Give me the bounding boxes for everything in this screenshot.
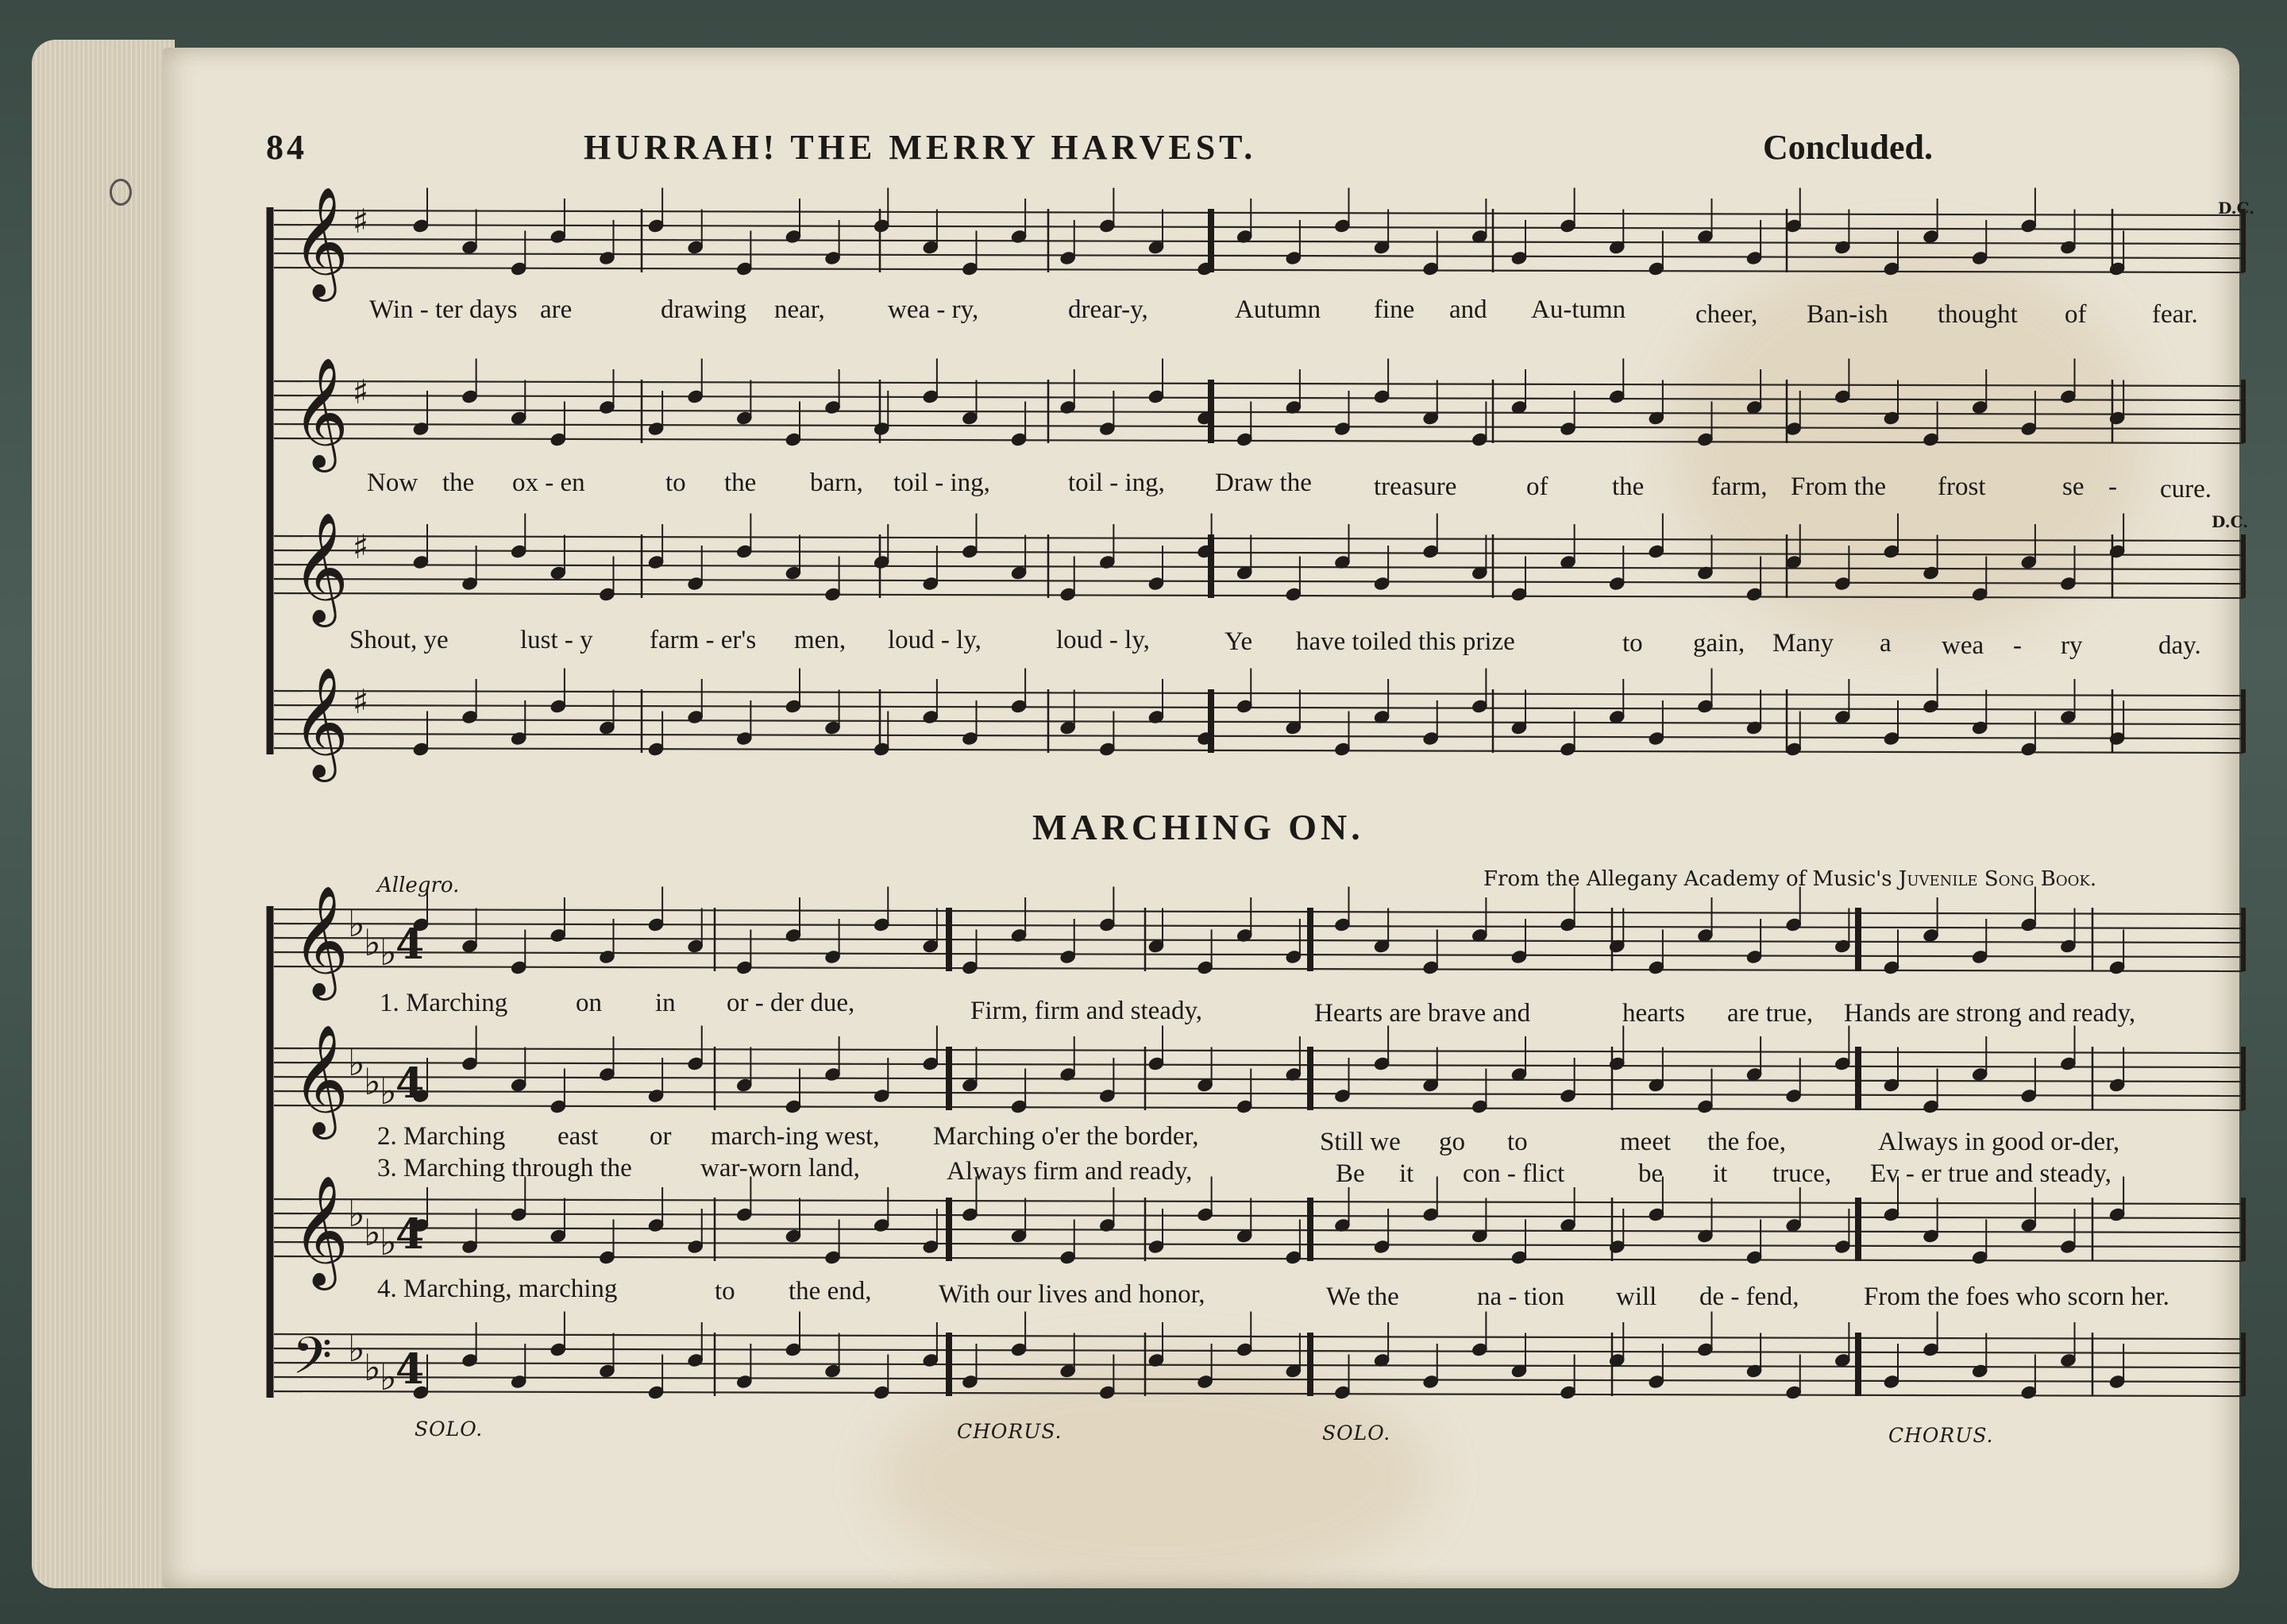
tempo-marking: Allegro. (377, 874, 460, 897)
lyric: Always in good or-der, (1878, 1128, 2120, 1156)
treble-clef: 𝄞 (292, 1024, 349, 1135)
staff-line (274, 966, 2243, 971)
lyric: 3. Marching through the (377, 1154, 632, 1182)
lyric: de - fend, (1699, 1283, 1799, 1311)
staff-line (274, 550, 2243, 555)
treble-clef: 𝄞 (292, 885, 349, 996)
lyric: farm, (1711, 473, 1768, 501)
staff-line (274, 924, 2243, 928)
staff-line (274, 225, 2243, 230)
staff-line (274, 1363, 2243, 1367)
staff-line (274, 691, 2243, 696)
solo-cue: SOLO. (415, 1418, 484, 1441)
lyric: meet (1620, 1128, 1672, 1156)
source-credit (1483, 867, 2096, 891)
lyric: east (557, 1122, 599, 1151)
lyric: war-worn land, (700, 1154, 860, 1182)
lyric: the end, (789, 1277, 872, 1306)
flat-sign: ♭ (380, 1221, 397, 1263)
lyric: Draw the (1215, 469, 1312, 497)
staff-line (274, 1213, 2243, 1218)
page-number: 84 (266, 128, 307, 167)
lyric: Be (1336, 1159, 1365, 1188)
lyric: be (1638, 1159, 1664, 1188)
lyric: men, (794, 626, 847, 654)
treble-clef: 𝄞 (292, 187, 349, 297)
lyric: near, (774, 295, 825, 324)
lyric: a (1880, 629, 1892, 658)
lyric: are true, (1727, 999, 1814, 1028)
staff-line (274, 579, 2243, 584)
lyric: We the (1326, 1283, 1399, 1311)
lyric: in (655, 989, 676, 1017)
staff-line (274, 268, 2243, 272)
lyric: fine (1374, 295, 1415, 324)
staff-line (274, 1077, 2243, 1082)
song-title: HURRAH! THE MERRY HARVEST. (584, 128, 1257, 167)
lyric: loud - ly, (1056, 626, 1150, 654)
staff-line (274, 748, 2243, 753)
lyric: From the foes who scorn her. (1864, 1283, 2169, 1311)
lyric: fear. (2152, 300, 2198, 329)
lyric: farm - er's (650, 626, 757, 654)
flat-sign: ♭ (348, 1327, 365, 1370)
lyric: Always firm and ready, (947, 1157, 1193, 1186)
lyric: se (2062, 473, 2085, 501)
lyric: hearts (1622, 999, 1685, 1028)
staff-line (274, 253, 2243, 258)
lyric: the (724, 469, 757, 497)
staff-line (274, 734, 2243, 739)
lyric: thought (1938, 300, 2018, 329)
staff-line (274, 952, 2243, 957)
lyric: lust - y (520, 626, 593, 654)
lyric: Hands are strong and ready, (1844, 999, 2136, 1028)
flat-sign: ♭ (364, 1060, 381, 1103)
staff-line (274, 210, 2243, 215)
staff-line (274, 410, 2243, 415)
staff-line (274, 565, 2243, 569)
lyric: of (1526, 473, 1548, 501)
lyric: loud - ly, (888, 626, 982, 654)
lyric: or (650, 1122, 672, 1151)
lyric: drear-y, (1068, 295, 1148, 324)
staff-line (274, 1063, 2243, 1067)
lyric: 2. Marching (377, 1122, 506, 1151)
lyric: of (2065, 300, 2087, 329)
staff-line (274, 536, 2243, 541)
staff-line (274, 938, 2243, 943)
staff-line (274, 1391, 2243, 1396)
bass-clef: 𝄢 (292, 1327, 333, 1398)
solo-cue: SOLO. (1322, 1421, 1391, 1445)
sharp-sign: ♯ (353, 527, 369, 566)
lyric: Hearts are brave and (1314, 999, 1531, 1028)
lyric: Still we (1320, 1128, 1401, 1156)
lyric: truce, (1772, 1159, 1832, 1188)
staff-line (274, 395, 2243, 400)
lyric: frost (1938, 473, 1986, 501)
lyric: to (665, 469, 686, 497)
lyric: na - tion (1477, 1283, 1564, 1311)
lyric: to (715, 1277, 735, 1306)
lyric: it (1713, 1159, 1728, 1188)
treble-clef: 𝄞 (292, 1175, 349, 1286)
flat-sign: ♭ (348, 902, 365, 945)
dc-mark-top: D.C. (2218, 199, 2255, 218)
lyric: it (1399, 1159, 1414, 1188)
staff-line (274, 1105, 2243, 1110)
flat-sign: ♭ (364, 1346, 381, 1389)
lyric: the foe, (1707, 1128, 1786, 1156)
time-signature: 4 (395, 1059, 425, 1108)
flat-sign: ♭ (380, 1070, 397, 1113)
credit-prefix: From the Allegany Academy of Music's (1483, 867, 1899, 891)
staff-line (274, 424, 2243, 429)
sharp-sign: ♯ (353, 202, 369, 241)
lyric: or - der due, (727, 989, 855, 1017)
lyric: day. (2158, 631, 2201, 660)
lyric: to (1507, 1128, 1528, 1156)
lyric: - (2108, 473, 2117, 501)
lyric: the (1612, 473, 1645, 501)
flat-sign: ♭ (380, 1356, 397, 1398)
lyric: have toiled this prize (1296, 627, 1515, 656)
lyric: ox - en (512, 469, 585, 497)
lyric: wea (1942, 631, 1984, 660)
staff-line (274, 438, 2243, 443)
lyric: the (442, 469, 475, 497)
lyric: toil - ing, (893, 469, 990, 497)
sharp-sign: ♯ (353, 682, 369, 721)
lyric: Firm, firm and steady, (970, 997, 1203, 1025)
staff-line (274, 381, 2243, 386)
staff-line (274, 1199, 2243, 1204)
staff-line (274, 1048, 2243, 1053)
dc-mark-middle: D.C. (2212, 512, 2249, 531)
lyric: With our lives and honor, (939, 1280, 1205, 1309)
lyric: From the (1791, 473, 1887, 501)
lyric: toil - ing, (1068, 469, 1165, 497)
staff-line (274, 705, 2243, 710)
staff-line (274, 1228, 2243, 1232)
lyric: Autumn (1235, 295, 1321, 324)
lyric: 1. Marching (380, 989, 508, 1017)
staff-line (274, 1334, 2243, 1339)
lyric: Many (1772, 629, 1834, 658)
lyric: Ev - er true and steady, (1870, 1159, 2112, 1188)
credit-book: Juvenile Song Book. (1898, 867, 2097, 891)
staff-line (274, 1256, 2243, 1261)
second-song-title: MARCHING ON. (1032, 807, 1364, 847)
lyric: Au-tumn (1531, 295, 1626, 324)
time-signature: 4 (395, 1210, 425, 1259)
lyric: Now (367, 469, 418, 497)
lyric: barn, (810, 469, 863, 497)
flat-sign: ♭ (348, 1041, 365, 1084)
lyric: Shout, ye (349, 626, 449, 654)
treble-clef: 𝄞 (292, 512, 349, 623)
staff-line (274, 1377, 2243, 1382)
chorus-cue: CHORUS. (957, 1420, 1063, 1443)
lyric: Marching o'er the border, (933, 1122, 1199, 1151)
lyric: - (2013, 631, 2022, 660)
lyric: Ye (1224, 627, 1253, 656)
staff-line (274, 593, 2243, 598)
staff-line (274, 239, 2243, 244)
lyric: to (1622, 629, 1643, 658)
flat-sign: ♭ (364, 1211, 381, 1254)
sharp-sign: ♯ (353, 372, 369, 411)
time-signature: 4 (395, 920, 425, 969)
lyric: wea - ry, (888, 295, 979, 324)
treble-clef: 𝄞 (292, 667, 349, 777)
lyric: cheer, (1695, 300, 1758, 329)
flat-sign: ♭ (348, 1192, 365, 1235)
lyric: cure. (2160, 475, 2212, 503)
staff-line (274, 1091, 2243, 1096)
lyric: march-ing west, (711, 1122, 880, 1151)
staff-line (274, 719, 2243, 724)
song-subtitle: Concluded. (1763, 128, 1933, 167)
lyric: drawing (661, 295, 747, 324)
lyric: con - flict (1463, 1159, 1565, 1188)
lyric: treasure (1374, 473, 1457, 501)
lyric: gain, (1693, 629, 1745, 658)
lyric: go (1439, 1128, 1465, 1156)
flat-sign: ♭ (380, 931, 397, 974)
chorus-cue: CHORUS. (1888, 1424, 1994, 1447)
lyric: on (576, 989, 602, 1017)
staff-line (274, 1348, 2243, 1353)
treble-clef: 𝄞 (292, 357, 349, 468)
lyric: are (540, 295, 573, 324)
staff-line (274, 1242, 2243, 1247)
staff-line (274, 909, 2243, 914)
lyric: ry (2061, 631, 2083, 660)
lyric: Ban-ish (1807, 300, 1888, 329)
time-signature: 4 (395, 1345, 425, 1394)
flat-sign: ♭ (364, 921, 381, 964)
lyric: will (1616, 1283, 1657, 1311)
lyric: Win - ter days (369, 295, 518, 324)
lyric: 4. Marching, marching (377, 1275, 618, 1303)
lyric: and (1449, 295, 1487, 324)
